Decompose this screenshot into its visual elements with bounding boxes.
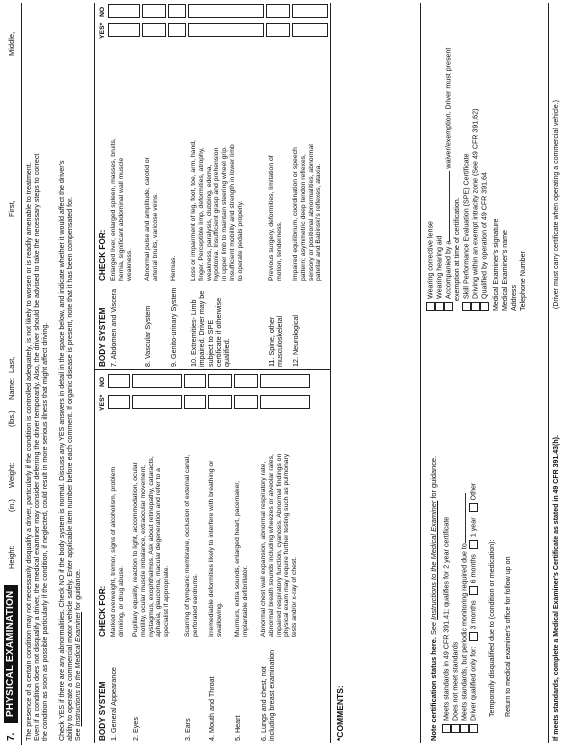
col-check-for-left: CHECK FOR: <box>98 585 107 637</box>
yes-checkbox-5[interactable] <box>234 395 258 409</box>
cert-spe[interactable] <box>462 154 471 311</box>
last-label: Last, <box>7 356 16 373</box>
cert-right-label: Qualified by operation of 49 CFR 391.64 <box>480 172 489 299</box>
yes-checkbox-1[interactable] <box>108 395 130 409</box>
checkbox[interactable] <box>442 724 451 733</box>
cert-option-label: Meets standards in 49 CFR 391.41; qualifies for 2 year certificate <box>442 516 451 721</box>
check-line: weakness. <box>125 248 133 281</box>
check-line: Enlarged liver, enlarged spleen, masses, bruits, <box>110 138 117 281</box>
intro-line: Check YES if there are any abnormalities. Check NO if the body system is normal. Discuss any YES answers in detail in the space below, and indicate whether it would affect the driver's <box>58 160 66 741</box>
no-checkbox-1[interactable] <box>108 374 130 388</box>
check-line: Murmurs, extra sounds, enlarged heart, pacemaker, <box>234 480 241 637</box>
yes-checkbox-3[interactable] <box>184 395 206 409</box>
cert-see: See <box>429 619 438 636</box>
row-label-mouth-throat: 4. Mouth and Throat <box>207 676 216 741</box>
cert-intracity[interactable] <box>471 109 480 311</box>
row-label-spine: 11. Spine, other musculoskeletal <box>267 315 285 367</box>
comments-bottom-rule <box>420 3 421 743</box>
check-line: finger. Perceptible limp, deformities, atrophy, <box>197 147 205 281</box>
check-line: patellar and Babinski's reflexes, ataxia. <box>315 163 323 281</box>
intro-line <box>74 6 82 741</box>
examiner-phone-line[interactable] <box>519 251 527 311</box>
cert-option-label: Meets standards, but periodic monitoring required due to <box>460 543 469 721</box>
section-title: PHYSICAL EXAMINATION <box>4 585 18 723</box>
weight-label: Weight: <box>7 462 16 488</box>
examiner-name-label: Medical Examiner's name <box>501 230 509 311</box>
checkbox-other[interactable] <box>469 503 478 512</box>
check-line: physical exam may require further testing such as pulmonary <box>283 453 291 637</box>
check-line: tests and/or x-ray of chest. <box>291 556 299 637</box>
temp-disqualified-label: Temporarily disqualified due to (condition or medication): <box>488 539 496 717</box>
table-bottom-rule <box>330 3 331 743</box>
cert-heading-line <box>430 456 439 741</box>
row-label-extremities: 10. Extremities- Limb impaired. Driver may be subject to SPE certificate if otherwise qualified. <box>189 290 232 367</box>
examiner-signature-line[interactable] <box>492 219 500 311</box>
yes-checkbox-8[interactable] <box>142 23 166 37</box>
cert-exemption-time <box>453 197 461 301</box>
footer-right: (Driver must carry certificate when operating a commercial vehicle.) <box>553 100 560 309</box>
return-to-line <box>504 556 512 717</box>
cert-right-label: Accompanied by a <box>444 240 453 299</box>
footer-left: If meets standards, complete a Medical Examiner's Certificate as stated in 49 CFR 391.43(h). <box>553 435 560 741</box>
row-label-eyes: 2. Eyes <box>131 717 140 741</box>
row-check-eyes <box>132 415 171 637</box>
height-unit: (in.) <box>7 499 16 512</box>
period-1yr-label: 1 year <box>469 517 478 538</box>
col-no-right: NO <box>99 6 106 17</box>
section-number: 7. <box>6 732 17 741</box>
row-label-general-appearance: 1. General Appearance <box>109 667 118 741</box>
intro-paragraph-2 <box>58 6 82 741</box>
check-line: hypotonia. Insufficient grasp and prehension <box>213 147 221 281</box>
return-to-label: Return to medical examiner's office for follow up on <box>504 556 512 717</box>
no-checkbox-3[interactable] <box>184 374 206 388</box>
temp-disqualified-line <box>488 540 496 717</box>
checkbox[interactable] <box>480 302 489 311</box>
row-check-vascular <box>144 71 160 281</box>
period-other-label: Other <box>469 482 478 501</box>
row-check-heart <box>234 415 250 637</box>
col-body-system-left: BODY SYSTEM <box>98 681 107 741</box>
check-line: impaired respiratory function, cyanosis. Abnormal findings on <box>275 453 283 637</box>
checkbox[interactable] <box>469 724 478 733</box>
examiner-name-line[interactable] <box>501 230 509 311</box>
checkbox[interactable] <box>462 302 471 311</box>
examiner-address-line[interactable] <box>510 285 518 311</box>
table-center-divider <box>94 369 330 370</box>
no-checkbox-11[interactable] <box>266 4 290 18</box>
check-line: implantable defibrillator. <box>241 565 249 637</box>
cert-wearing-hearing-aid[interactable] <box>435 236 444 311</box>
row-check-extremities <box>190 71 245 281</box>
checkbox[interactable] <box>426 302 435 311</box>
checkbox[interactable] <box>471 302 480 311</box>
intro-guidance: for guidance. <box>74 569 83 613</box>
col-body-system-right: BODY SYSTEM <box>98 307 107 367</box>
cert-option-qualified-only[interactable] <box>469 483 478 733</box>
check-line: aphakia, glaucoma, macular degeneration and refer to a <box>155 468 163 637</box>
intro-line: ability to operate a commercial motor vehicle safely. Enter applicable item number before each comment. If organic disease is present, note that it has been compensated for. <box>66 196 75 741</box>
check-line: to operate pedals properly. <box>236 200 244 281</box>
cert-right-label: Driving within an exempt intracity zone (See 49 CFR 391.62) <box>471 108 480 299</box>
cert-option-label: Driver qualified only for: <box>469 646 478 721</box>
checkbox[interactable] <box>460 724 469 733</box>
intro-line: the condition as soon as possible particularly if the condition, if neglected, could result in more serious illness that might affect driving. <box>41 322 50 741</box>
intro-see: See <box>74 726 83 741</box>
no-checkbox-10[interactable] <box>188 4 264 18</box>
first-label: First, <box>7 200 16 217</box>
examiner-signature-label: Medical Examiner's signature <box>492 218 500 311</box>
cert-right-label: exemption at time of certification. <box>453 197 461 301</box>
check-line: perforated eardrums. <box>191 573 199 637</box>
no-checkbox-12[interactable] <box>292 4 328 18</box>
cert-right-label: Wearing corrective lense <box>426 221 435 299</box>
col-yes-right: YES* <box>99 22 106 39</box>
row-check-neurological <box>292 71 323 281</box>
no-checkbox-6[interactable] <box>260 374 310 388</box>
check-line: arterial bruits, varicose veins. <box>151 192 159 281</box>
check-line: abnormal breath sounds including wheezes or alveolar rales, <box>267 454 275 637</box>
check-line: in upper limb to maintain steering wheel grip. <box>221 146 229 281</box>
col-check-for-right: CHECK FOR: <box>98 229 107 281</box>
row-label-heart: 5. Heart <box>233 715 242 741</box>
cert-option-does-not-meet[interactable] <box>451 642 460 733</box>
cert-option-periodic[interactable] <box>460 493 469 733</box>
checkbox-3mo[interactable] <box>469 633 478 642</box>
row-check-ears <box>184 415 200 637</box>
check-line: Previous surgery, deformities, limitation of <box>268 155 275 281</box>
col-yes-left: YES* <box>99 394 106 411</box>
row-check-general-appearance <box>110 415 126 637</box>
intro-paragraph-1 <box>25 6 49 741</box>
checkbox-1yr[interactable] <box>469 540 478 549</box>
row-label-genito-urinary: 9. Genito-urinary System <box>169 287 178 367</box>
cert-right-label: Skill Performance Evaluation (SPE) Certificate <box>462 153 471 299</box>
footer-rule <box>548 3 549 743</box>
waiver-text: waiver/exemption. Driver must present <box>444 47 453 169</box>
comments-label: *COMMENTS: <box>335 685 345 741</box>
check-line: drinking, or drug abuse. <box>117 565 125 637</box>
check-line: sensory or positional abnormalities, abnormal <box>307 144 315 281</box>
row-label-ears: 3. Ears <box>183 718 192 741</box>
check-line: Marked overweight, tremor, signs of alcoholism, problem <box>110 467 117 637</box>
middle-label: Middle, <box>7 31 16 56</box>
periodic-reason-field[interactable] <box>465 493 466 543</box>
cert-instructions-link[interactable]: Instructions to the Medical Examiner <box>429 500 438 620</box>
check-line: specialist if appropriate. <box>163 565 171 637</box>
check-line: Hernias. <box>170 255 177 281</box>
yes-checkbox-10[interactable] <box>188 23 264 37</box>
cert-wearing-lens[interactable] <box>426 221 435 311</box>
check-line: Scarring of tympanic membrane, occlusion of external canal, <box>184 454 191 637</box>
col-no-left: NO <box>99 376 106 387</box>
waiver-field[interactable] <box>449 171 450 241</box>
check-line: nystagmus, exophthalmos. Ask about retinopathy, cataracts, <box>147 456 155 637</box>
check-line: Irremediable deformities likely to interfere with breathing or <box>208 460 215 637</box>
check-line: motility, ocular muscle imbalance, extraocular movement, <box>139 464 147 637</box>
checkbox[interactable] <box>435 302 444 311</box>
check-line: Impaired equilibrium, coordination or speech <box>292 147 299 281</box>
cert-right-label: Wearing hearing aid <box>435 235 444 299</box>
check-line: Pupillary equality, reaction to light, accommodation, ocular <box>132 462 139 637</box>
period-3mo-label: 3 months <box>469 600 478 630</box>
yes-checkbox-7[interactable] <box>108 23 140 37</box>
period-6mo-label: 6 months <box>469 554 478 584</box>
weight-unit: (lbs.) <box>7 410 16 427</box>
yes-checkbox-6[interactable] <box>260 395 310 409</box>
header-rule <box>21 3 22 745</box>
row-check-abdomen <box>110 71 133 281</box>
instructions-link[interactable]: Instructions to the Medical Examiner <box>74 612 83 727</box>
yes-checkbox-2[interactable] <box>132 395 182 409</box>
check-line: Abnormal chest wall expansion, abnormal respiratory rate, <box>260 461 267 637</box>
row-check-genito-urinary <box>170 71 178 281</box>
yes-checkbox-4[interactable] <box>208 395 232 409</box>
table-top-rule <box>94 3 95 743</box>
row-label-neurological: 12. Neurological <box>291 315 300 367</box>
no-checkbox-5[interactable] <box>234 374 258 388</box>
examiner-phone-label: Telephone Number <box>519 251 527 311</box>
cert-option-label: Does not meet standards <box>451 641 460 721</box>
yes-checkbox-9[interactable] <box>168 23 186 37</box>
cert-heading: Note certification status here. <box>429 637 438 741</box>
cert-guidance: for guidance. <box>429 455 438 501</box>
no-checkbox-4[interactable] <box>208 374 232 388</box>
check-line: Loss or impairment of leg, foot, toe, arm, hand, <box>190 140 197 281</box>
row-label-lungs-chest: 6. Lungs and chest, not including breast examination <box>259 649 277 741</box>
name-label: Name: <box>7 377 16 400</box>
no-checkbox-2[interactable] <box>132 374 182 388</box>
height-label: Height: <box>7 545 16 569</box>
intro-line: Even if a condition does not disqualify a driver, the medical examiner may consider deferring the driver temporarily. Also, the driver should be advised to take the necessary steps to correct <box>33 153 42 741</box>
row-check-spine <box>268 71 284 281</box>
intro-line: The presence of a certain condition may not necessarily disqualify a driver, particularly if the condition is controlled adequately, is not likely to worsen or is readily amenable to treatment. <box>25 162 33 741</box>
cert-option-meets[interactable] <box>442 517 451 733</box>
check-line: motion, tenderness. <box>275 221 283 281</box>
no-checkbox-8[interactable] <box>142 4 166 18</box>
check-line: hernia, significant abdominal wall muscle <box>117 157 125 281</box>
row-label-vascular: 8. Vascular System <box>143 305 152 367</box>
checkbox[interactable] <box>444 302 453 311</box>
no-checkbox-9[interactable] <box>168 4 186 18</box>
check-line: Insufficient mobility and strength in lower limb <box>229 144 237 281</box>
no-checkbox-7[interactable] <box>108 4 140 18</box>
checkbox-6mo[interactable] <box>469 586 478 595</box>
yes-checkbox-11[interactable] <box>266 23 290 37</box>
check-line: Abnormal pulse and amplitude, carotid or <box>144 157 151 281</box>
check-line: swallowing. <box>215 602 223 637</box>
row-check-mouth-throat <box>208 415 224 637</box>
check-line: weakness, paralysis, clubbing, edema, <box>205 164 213 281</box>
row-check-lungs-chest <box>260 415 299 637</box>
comments-area[interactable] <box>340 7 410 677</box>
check-line: pattern; asymmetric deep tendon reflexes, <box>299 154 307 281</box>
checkbox[interactable] <box>451 724 460 733</box>
yes-checkbox-12[interactable] <box>292 23 328 37</box>
cert-accompanied[interactable] <box>444 48 453 311</box>
cert-391-64[interactable] <box>480 172 489 311</box>
row-label-abdomen: 7. Abdomen and Viscera <box>109 288 118 367</box>
examiner-address-label: Address <box>510 284 518 311</box>
